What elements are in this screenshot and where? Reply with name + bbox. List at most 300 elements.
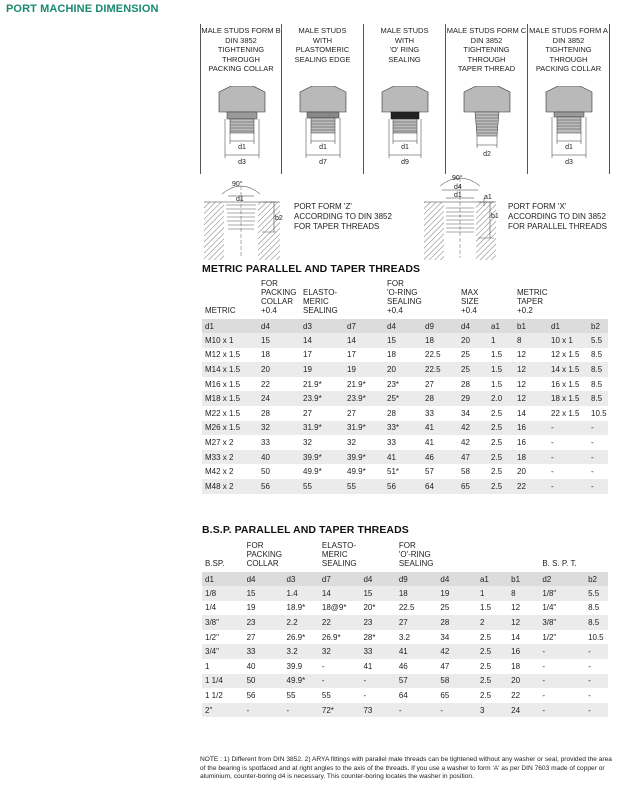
table-header-cell: METRIC: [205, 306, 236, 315]
table-cell: 49.9*: [347, 467, 366, 477]
table-cell: 14: [344, 333, 384, 348]
table-cell: 34: [440, 632, 450, 642]
table-cell: 2.2: [284, 615, 319, 630]
table-header-cell: [437, 541, 477, 572]
table-cell: 12: [508, 615, 539, 630]
table-cell: 58: [461, 467, 470, 477]
table-subheader-cell: d7: [344, 319, 384, 333]
male-stud-drawing: [201, 86, 283, 176]
table-cell: 18: [422, 333, 458, 348]
table-cell: 19: [344, 362, 384, 377]
table-cell: 32: [303, 437, 312, 447]
table-cell: 55: [344, 479, 384, 494]
table-cell: M26 x 1.5: [202, 421, 258, 436]
table-cell: 12: [514, 391, 548, 406]
figure-caption: MALE STUDS WITH 'O' RING SEALING: [380, 26, 429, 64]
table-cell: 1.5: [491, 350, 503, 360]
table-subheader-cell: d4: [360, 572, 395, 586]
table-cell: 42: [437, 644, 477, 659]
male-stud-drawing: [528, 86, 610, 176]
dim-label: d3: [238, 159, 246, 166]
table-cell: 39.9: [286, 661, 303, 671]
table-cell: 1: [477, 586, 508, 601]
table-row: [202, 362, 608, 377]
table-row: [202, 464, 608, 479]
table-cell: 22 x 1.5: [551, 408, 580, 418]
table-cell: -: [588, 690, 591, 700]
table-cell: 33: [261, 437, 270, 447]
table-header-row: [202, 541, 608, 572]
table-cell: 18 x 1.5: [548, 391, 588, 406]
table-cell: 41: [422, 421, 458, 436]
table-row: [202, 421, 608, 436]
table-cell: 2.5: [491, 467, 503, 477]
table-cell: 14 x 1.5: [548, 362, 588, 377]
dim-label: d1: [401, 144, 409, 151]
figure-form-a: [528, 24, 610, 174]
table-row: [202, 688, 608, 703]
port-forms: [200, 172, 612, 260]
table-cell: 25: [461, 350, 470, 360]
table-cell: -: [363, 690, 367, 700]
table-cell: 18: [387, 350, 396, 360]
bsp-threads-table: [202, 541, 608, 717]
table-header-cell: ELASTO- MERIC SEALING: [303, 288, 338, 315]
table-cell: 1.5: [479, 603, 492, 613]
table-row: [202, 435, 608, 450]
figure-caption: MALE STUDS WITH PLASTOMERIC SEALING EDGE: [294, 26, 351, 64]
table-cell: 18: [511, 661, 521, 671]
table-header-cell: [284, 541, 319, 572]
table-cell: 5.5: [585, 586, 608, 601]
table-cell: 20: [384, 362, 422, 377]
dim-label: d1: [319, 144, 327, 151]
table-cell: -: [542, 661, 545, 671]
table-cell: 40: [258, 450, 300, 465]
table-cell: -: [437, 703, 477, 718]
footnote: NOTE : 1) Different from DIN 3852. 2) ARYA fittings with parallel male threads can be tightened without any washer or seal, provided the area of the bearing is spotfaced and at right angles to the axis of the threads. If you use a washer to form 'A' as per DIN 7603 made of copper or aluminium, counter-boring d4 is necessary. This counter-boring locates the washer in position.: [200, 756, 612, 780]
table-cell: 51*: [387, 467, 400, 477]
table-cell: 1/8": [539, 586, 585, 601]
table-cell: 40: [246, 661, 256, 671]
dim-label: d1: [238, 144, 246, 151]
table-cell: 24: [258, 391, 300, 406]
table-cell: 12 x 1.5: [551, 350, 580, 360]
table-cell: 64: [398, 690, 408, 700]
table-cell: 15: [360, 586, 395, 601]
table-cell: 41: [363, 661, 373, 671]
figure-caption: MALE STUDS FORM A DIN 3852 TIGHTENING THROUGH PACKING COLLAR: [529, 26, 608, 73]
table-cell: -: [539, 644, 585, 659]
table-cell: 23: [244, 615, 284, 630]
table-subheader-cell: d7: [319, 572, 361, 586]
figure-plastomeric: [282, 24, 364, 174]
table-cell: 39.9*: [300, 450, 344, 465]
metric-threads-table: [202, 279, 608, 494]
table-cell: 47: [440, 661, 450, 671]
table-row: [202, 674, 608, 689]
table-cell: -: [284, 703, 319, 718]
table-subheader-cell: b2: [588, 319, 608, 333]
port-x-label: PORT FORM 'X' ACCORDING TO DIN 3852 FOR PARALLEL THREADS: [508, 202, 607, 231]
table-cell: 2": [202, 703, 244, 718]
table-cell: 65: [440, 690, 450, 700]
table-cell: 56: [384, 479, 422, 494]
table-cell: 1/4": [542, 603, 557, 613]
table-subheader-cell: b1: [508, 572, 539, 586]
table-cell: -: [548, 421, 588, 436]
table-cell: 18@9*: [321, 603, 347, 613]
table-cell: 22: [514, 479, 548, 494]
table-cell: 33*: [384, 421, 422, 436]
table-cell: 23.9*: [300, 391, 344, 406]
table-subheader-cell: d3: [300, 319, 344, 333]
table-cell: 1.4: [284, 586, 319, 601]
table-cell: 49.9*: [284, 674, 319, 689]
table-cell: 2: [477, 615, 508, 630]
bsp-section-title: B.S.P. PARALLEL AND TAPER THREADS: [202, 524, 409, 536]
table-cell: 32: [319, 644, 361, 659]
table-cell: 39.9*: [344, 450, 384, 465]
table-header-cell: B.SP.: [205, 559, 225, 568]
table-cell: -: [585, 644, 608, 659]
port-z-label: PORT FORM 'Z' ACCORDING TO DIN 3852 FOR TAPER THREADS: [294, 202, 392, 231]
table-cell: 19: [300, 362, 344, 377]
table-subheader-cell: d2: [539, 572, 585, 586]
table-cell: 27: [347, 408, 356, 418]
table-cell: 55: [286, 690, 296, 700]
dim-label: d3: [565, 159, 573, 166]
table-cell: 1: [488, 333, 514, 348]
figure-o-ring: [364, 24, 446, 174]
table-cell: 12: [511, 603, 521, 613]
table-row: [202, 450, 608, 465]
table-header-cell: ELASTO- MERIC SEALING: [321, 541, 357, 568]
table-cell: 8.5: [588, 391, 608, 406]
table-cell: -: [591, 437, 594, 447]
figure-form-c: [446, 24, 528, 174]
table-cell: -: [539, 703, 585, 718]
table-cell: 22.5: [425, 350, 441, 360]
table-cell: 1 1/4: [202, 674, 244, 689]
table-row: [202, 586, 608, 601]
table-cell: 1.5: [488, 362, 514, 377]
table-header-cell: [488, 279, 514, 319]
table-row: [202, 406, 608, 421]
table-cell: 27: [246, 632, 256, 642]
table-cell: 14: [511, 632, 521, 642]
table-cell: 2.5: [491, 408, 503, 418]
table-cell: 15: [244, 586, 284, 601]
table-cell: M18 x 1.5: [202, 391, 258, 406]
table-cell: 28: [461, 379, 470, 389]
table-subheader-cell: d9: [396, 572, 438, 586]
table-cell: 1.5: [491, 379, 503, 389]
table-subheader-cell: d4: [244, 572, 284, 586]
table-cell: 58: [437, 674, 477, 689]
table-cell: -: [551, 437, 554, 447]
table-row: [202, 630, 608, 645]
figure-caption: MALE STUDS FORM C DIN 3852 TIGHTENING THROUGH TAPER THREAD: [446, 26, 527, 73]
dim-label: d1: [454, 192, 462, 199]
table-cell: 15: [258, 333, 300, 348]
table-cell: 73: [360, 703, 395, 718]
table-header-cell: METRIC TAPER +0.2: [517, 288, 548, 315]
table-row: [202, 377, 608, 392]
dim-label: b2: [275, 215, 283, 222]
table-cell: 28: [261, 408, 270, 418]
table-subheader-cell: b1: [514, 319, 548, 333]
table-header-cell: B. S. P. T.: [542, 559, 577, 568]
table-cell: 56: [258, 479, 300, 494]
table-cell: 46: [422, 450, 458, 465]
table-cell: 2.5: [477, 644, 508, 659]
table-cell: M48 x 2: [202, 479, 258, 494]
table-cell: 2.5: [491, 437, 503, 447]
table-cell: M12 x 1.5: [205, 350, 241, 360]
table-cell: -: [396, 703, 438, 718]
table-cell: 14: [300, 333, 344, 348]
table-cell: -: [585, 674, 608, 689]
table-header-cell: [477, 541, 508, 572]
table-header-cell: [344, 279, 384, 319]
table-row: [202, 479, 608, 494]
table-cell: 29: [458, 391, 488, 406]
dim-label: d2: [483, 151, 491, 158]
table-cell: M42 x 2: [205, 467, 234, 477]
table-cell: 25: [458, 362, 488, 377]
table-cell: M27 x 2: [205, 437, 234, 447]
table-cell: 1/8: [202, 586, 244, 601]
table-cell: M10 x 1: [202, 333, 258, 348]
table-subheader-row: [202, 319, 608, 333]
dim-label: a1: [484, 194, 492, 201]
table-cell: -: [319, 674, 361, 689]
table-cell: 22.5: [422, 362, 458, 377]
table-cell: 64: [422, 479, 458, 494]
table-subheader-cell: d4: [458, 319, 488, 333]
table-cell: 18: [514, 450, 548, 465]
table-header-cell: [508, 541, 539, 572]
table-cell: 3/8": [539, 615, 585, 630]
table-cell: 24: [508, 703, 539, 718]
table-cell: -: [360, 674, 395, 689]
table-cell: 21.9*: [303, 379, 322, 389]
table-row: [202, 615, 608, 630]
table-cell: 20: [258, 362, 300, 377]
table-cell: 23: [360, 615, 395, 630]
table-cell: 3/4": [202, 644, 244, 659]
table-cell: 8: [508, 586, 539, 601]
table-cell: 18.9*: [286, 603, 306, 613]
table-subheader-cell: a1: [477, 572, 508, 586]
table-cell: 16: [514, 421, 548, 436]
table-cell: 17: [347, 350, 356, 360]
table-subheader-cell: d4: [258, 319, 300, 333]
table-cell: 15: [384, 333, 422, 348]
page-title: PORT MACHINE DIMENSION: [6, 3, 159, 15]
table-cell: 5.5: [588, 333, 608, 348]
table-subheader-cell: d4: [437, 572, 477, 586]
table-cell: 3.2: [284, 644, 319, 659]
table-cell: 57: [425, 467, 434, 477]
table-cell: 25: [440, 603, 450, 613]
male-stud-drawing: [364, 86, 446, 176]
table-cell: 50: [261, 467, 270, 477]
male-stud-drawing: [282, 86, 364, 176]
table-cell: 8.5: [588, 603, 600, 613]
table-cell: 28*: [363, 632, 376, 642]
table-cell: -: [551, 467, 554, 477]
table-cell: 20: [508, 674, 539, 689]
table-cell: 23.9*: [344, 391, 384, 406]
table-row: [202, 601, 608, 616]
table-cell: 28: [387, 408, 396, 418]
table-row: [202, 659, 608, 674]
table-subheader-cell: d1: [202, 572, 244, 586]
table-header-cell: FOR 'O-RING SEALING +0.4: [387, 279, 422, 315]
table-cell: 17: [303, 350, 312, 360]
table-header-cell: FOR PACKING COLLAR: [246, 541, 283, 568]
table-cell: 14: [319, 586, 361, 601]
table-cell: -: [548, 479, 588, 494]
table-subheader-cell: d1: [548, 319, 588, 333]
table-cell: 55: [321, 690, 331, 700]
table-subheader-row: [202, 572, 608, 586]
table-cell: 27: [425, 379, 434, 389]
table-cell: 12: [514, 362, 548, 377]
table-cell: 46: [398, 661, 408, 671]
table-cell: 57: [396, 674, 438, 689]
table-cell: 20: [458, 333, 488, 348]
table-cell: 2.0: [488, 391, 514, 406]
table-cell: 28: [437, 615, 477, 630]
table-cell: 18: [261, 350, 270, 360]
table-cell: 10 x 1: [548, 333, 588, 348]
table-cell: 28: [422, 391, 458, 406]
port-z-drawing: [204, 180, 283, 260]
table-cell: 31.9*: [300, 421, 344, 436]
table-cell: 16: [508, 644, 539, 659]
table-cell: 22: [319, 615, 361, 630]
table-cell: 2.5: [479, 690, 492, 700]
table-cell: 55: [300, 479, 344, 494]
table-cell: 2.5: [477, 674, 508, 689]
table-cell: -: [588, 450, 608, 465]
dim-label: d1: [565, 144, 573, 151]
table-cell: M14 x 1.5: [202, 362, 258, 377]
table-cell: -: [542, 690, 545, 700]
table-cell: 22.5: [398, 603, 415, 613]
port-x-drawing: [424, 174, 499, 260]
table-header-cell: [422, 279, 458, 319]
table-subheader-cell: d1: [202, 319, 258, 333]
table-cell: -: [539, 674, 585, 689]
table-cell: 31.9*: [344, 421, 384, 436]
table-cell: 2.5: [488, 421, 514, 436]
table-header-cell: [548, 279, 588, 319]
table-cell: 56: [246, 690, 256, 700]
table-cell: 3.2: [398, 632, 410, 642]
table-cell: 12: [517, 379, 526, 389]
table-cell: 42: [461, 437, 470, 447]
table-cell: M22 x 1.5: [205, 408, 241, 418]
table-cell: 8.5: [591, 379, 603, 389]
table-cell: 41: [384, 450, 422, 465]
table-cell: 27: [396, 615, 438, 630]
table-row: [202, 333, 608, 348]
table-cell: 22: [511, 690, 521, 700]
table-header-cell: [588, 279, 608, 319]
table-cell: 1: [205, 661, 210, 671]
table-cell: 23*: [387, 379, 400, 389]
table-cell: 33: [360, 644, 395, 659]
table-cell: 20: [517, 467, 526, 477]
table-header-cell: FOR 'O'-RING SEALING: [398, 541, 434, 568]
table-cell: 2.5: [488, 479, 514, 494]
table-cell: 27: [303, 408, 312, 418]
table-cell: 2.5: [479, 632, 492, 642]
table-header-cell: [585, 541, 608, 572]
table-cell: 41: [425, 437, 434, 447]
table-cell: 19: [437, 586, 477, 601]
table-row: [202, 644, 608, 659]
angle-label: 90°: [452, 175, 463, 182]
male-stud-figures: [200, 24, 612, 184]
table-cell: 10.5: [588, 632, 604, 642]
table-cell: 10.5: [591, 408, 607, 418]
table-cell: -: [591, 467, 594, 477]
male-stud-drawing: [446, 86, 528, 176]
table-cell: 14: [517, 408, 526, 418]
table-cell: 3/8": [202, 615, 244, 630]
table-cell: 32: [258, 421, 300, 436]
table-cell: 25*: [384, 391, 422, 406]
table-cell: 16: [517, 437, 526, 447]
table-cell: 32: [347, 437, 356, 447]
table-cell: 16 x 1.5: [551, 379, 580, 389]
table-header-cell: [360, 541, 395, 572]
table-row: [202, 703, 608, 718]
table-cell: 8.5: [591, 350, 603, 360]
table-cell: -: [321, 661, 325, 671]
table-cell: 47: [458, 450, 488, 465]
table-cell: 1/2": [205, 632, 219, 642]
table-cell: 3: [477, 703, 508, 718]
table-cell: 22: [261, 379, 270, 389]
table-cell: 18: [396, 586, 438, 601]
table-cell: 1/2": [542, 632, 557, 642]
table-cell: 65: [458, 479, 488, 494]
table-subheader-cell: d4: [384, 319, 422, 333]
table-cell: -: [548, 450, 588, 465]
table-cell: 33: [244, 644, 284, 659]
table-cell: 41: [396, 644, 438, 659]
table-cell: 20*: [363, 603, 376, 613]
table-cell: 34: [461, 408, 470, 418]
table-cell: 8: [514, 333, 548, 348]
table-cell: 8.5: [588, 362, 608, 377]
table-row: [202, 391, 608, 406]
table-header-row: [202, 279, 608, 319]
table-cell: 50: [244, 674, 284, 689]
table-cell: 2.5: [479, 661, 492, 671]
dim-label: b1: [491, 213, 499, 220]
table-row: [202, 348, 608, 363]
table-cell: 19: [246, 603, 256, 613]
table-cell: -: [588, 661, 591, 671]
table-cell: 26.9*: [321, 632, 341, 642]
